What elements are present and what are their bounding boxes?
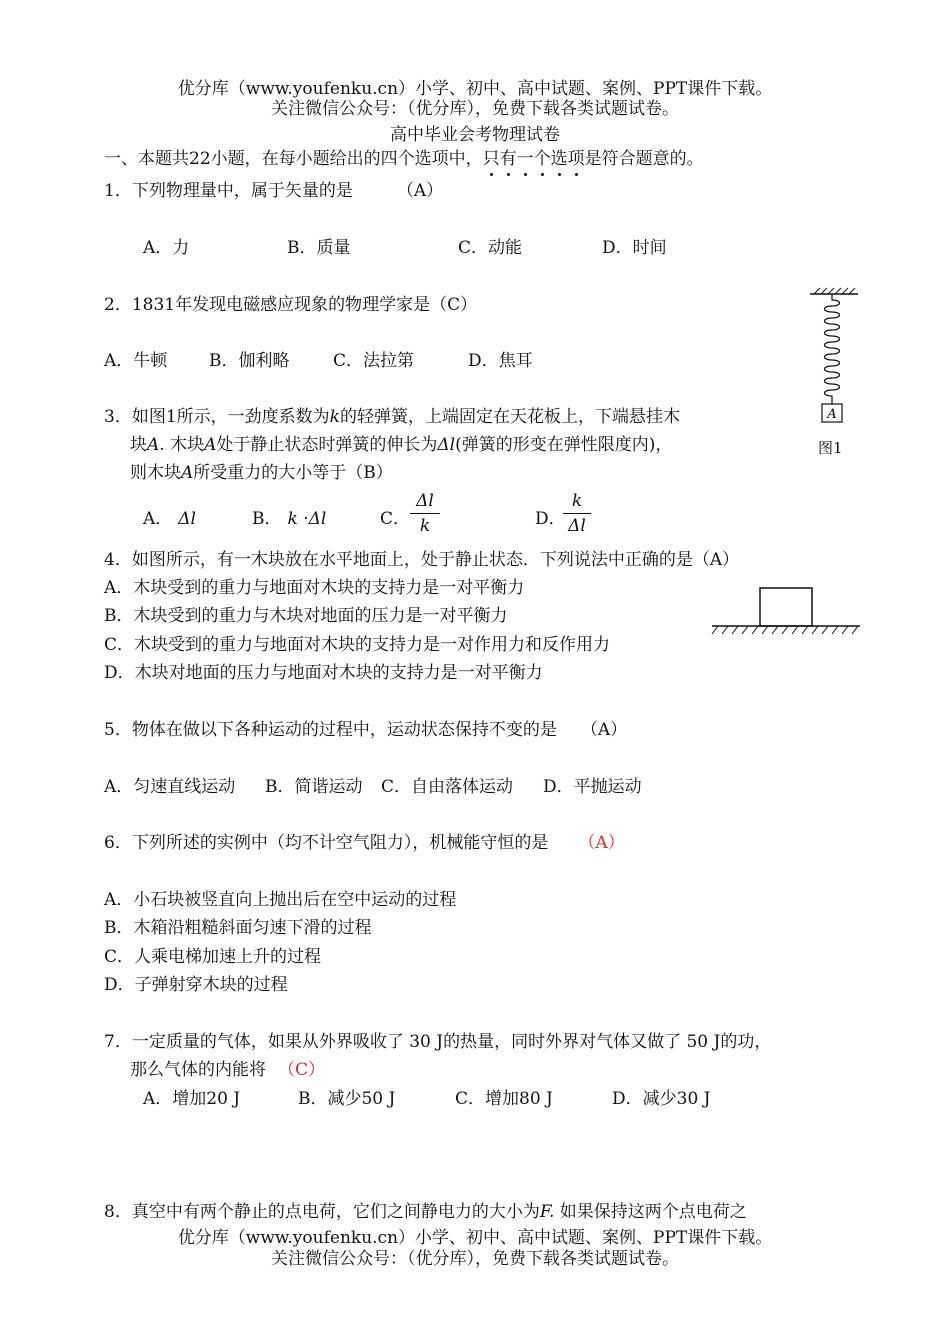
q3-k-symbol: k (329, 407, 340, 427)
emph-char: 只 (482, 149, 500, 169)
q1-option-b: B．质量 (287, 238, 351, 258)
q5-answer: （A） (580, 720, 628, 740)
q3-text: 木块 (164, 435, 205, 455)
q8-line-1 (104, 1201, 747, 1223)
emph-char: 个 (533, 149, 551, 169)
q2-option-c: C．法拉第 (333, 351, 415, 371)
q8-text: 如果保持这两个点电荷之 (554, 1202, 747, 1222)
q3-line-3 (130, 462, 393, 484)
q3-option-label: A． (143, 509, 173, 529)
q3-text: 块 (130, 435, 147, 455)
figure-caption: 图1 (818, 439, 843, 457)
block-on-ground-figure (708, 584, 868, 644)
q7-line-1: 7．一定质量的气体，如果从外界吸收了 30 J的热量，同时外界对气体又做了 50 J的功， (104, 1032, 772, 1052)
q7-answer: （C） (278, 1060, 326, 1080)
q5-option-d: D．平抛运动 (543, 777, 642, 797)
q5-option-b: B．简谐运动 (265, 777, 363, 797)
q3-option-label: B． (252, 509, 282, 529)
q6-stem-text: 6．下列所述的实例中（均不计空气阻力），机械能守恒的是 (104, 833, 549, 853)
fraction-bar (410, 513, 440, 514)
q3-text: 3．如图1所示，一劲度系数为 (104, 407, 330, 427)
emph-char: 项 (567, 149, 585, 169)
q7-line-2 (130, 1059, 325, 1081)
ground-block (760, 588, 812, 626)
q6-option-b: B．木箱沿粗糙斜面匀速下滑的过程 (104, 918, 372, 938)
section-intro-tail: 是符合题意的。 (584, 149, 704, 169)
q8-force-symbol: F. (539, 1202, 555, 1222)
q1-stem-text: 1．下列物理量中，属于矢量的是 (104, 181, 353, 201)
header-line-2: 关注微信公众号：（优分库），免费下载各类试题试卷。 (271, 99, 679, 119)
emph-char: 一 (516, 149, 534, 169)
q3-line-1 (104, 406, 680, 428)
q2-stem: 2．1831年发现电磁感应现象的物理学家是（C） (104, 295, 478, 315)
exam-title: 高中毕业会考物理试卷 (390, 125, 560, 145)
q4-option-c: C．木块受到的重力与地面对木块的支持力是一对作用力和反作用力 (104, 635, 611, 655)
q1-option-a: A．力 (143, 238, 190, 258)
section-intro-text: 一、本题共22小题，在每小题给出的四个选项中， (104, 149, 483, 169)
q1-option-d: D．时间 (602, 238, 667, 258)
q6-option-a: A．小石块被竖直向上抛出后在空中运动的过程 (104, 890, 457, 910)
q5-option-c: C．自由落体运动 (381, 777, 514, 797)
block-label: A (827, 407, 837, 422)
footer-line-1: 优分库（www.youfenku.cn）小学、初中、高中试题、案例、PPT课件下载。 (177, 1228, 773, 1248)
q3-block-symbol: A (204, 435, 217, 455)
q4-option-d: D．木块对地面的压力与地面对木块的支持力是一对平衡力 (104, 663, 543, 683)
q1-stem (104, 180, 443, 202)
emph-char: 选 (550, 149, 568, 169)
q2-option-a: A．牛顿 (104, 351, 168, 371)
q3-text: (弹簧的形变在弹性限度内)， (455, 435, 673, 455)
q7-option-c: C．增加80 J (455, 1089, 553, 1109)
q3-block-symbol: A. (147, 435, 165, 455)
spring-figure (806, 290, 866, 430)
fraction-numerator: k (571, 491, 583, 511)
q7-option-d: D．减少30 J (612, 1089, 711, 1109)
fraction-denominator: Δl (568, 516, 586, 536)
q6-option-d: D．子弹射穿木块的过程 (104, 975, 288, 995)
q5-stem (104, 719, 627, 741)
q6-option-c: C．人乘电梯加速上升的过程 (104, 947, 322, 967)
q3-text: 所受重力的大小等于（B） (193, 463, 393, 483)
q3-option-value: Δl (178, 509, 196, 529)
q3-text: 处于静止状态时弹簧的伸长为 (216, 435, 438, 455)
q3-delta-l: Δl (437, 435, 456, 455)
emph-char: 有 (499, 149, 517, 169)
q3-option-c-fraction (410, 490, 440, 537)
fraction-bar (563, 513, 591, 514)
q1-answer: （A） (396, 181, 444, 201)
header-line-1: 优分库（www.youfenku.cn）小学、初中、高中试题、案例、PPT课件下载。 (177, 79, 773, 99)
q7-option-a: A．增加20 J (143, 1089, 241, 1109)
q3-option-d-label: D． (535, 509, 566, 529)
q6-stem (104, 832, 625, 854)
q2-option-b: B．伽利略 (209, 351, 290, 371)
fraction-denominator: k (419, 516, 431, 536)
ground-hatch (712, 626, 858, 634)
q3-option-value: k ·Δl (287, 509, 327, 529)
q3-option-b (252, 508, 326, 530)
q3-text: 的轻弹簧，上端固定在天花板上，下端悬挂木 (339, 407, 680, 427)
ceiling-hatch (814, 288, 855, 294)
q3-option-d-fraction (563, 490, 591, 537)
q2-option-d: D．焦耳 (468, 351, 533, 371)
q3-option-a (143, 508, 196, 530)
q3-text: 则木块 (130, 463, 181, 483)
q7-option-b: B．减少50 J (298, 1089, 396, 1109)
q7-line-2-text: 那么气体的内能将 (130, 1060, 266, 1080)
q4-stem: 4．如图所示，有一木块放在水平地面上，处于静止状态．下列说法中正确的是（A） (104, 550, 740, 570)
q8-text: 8．真空中有两个静止的点电荷，它们之间静电力的大小为 (104, 1202, 540, 1222)
q6-answer: （A） (578, 833, 625, 853)
q4-option-a: A．木块受到的重力与地面对木块的支持力是一对平衡力 (104, 578, 525, 598)
q3-block-symbol: A (181, 463, 194, 483)
q5-stem-text: 5．物体在做以下各种运动的过程中，运动状态保持不变的是 (104, 720, 557, 740)
q1-option-c: C．动能 (458, 238, 523, 258)
q5-option-a: A．匀速直线运动 (104, 777, 236, 797)
q4-option-b: B．木块受到的重力与木块对地面的压力是一对平衡力 (104, 606, 508, 626)
footer-line-2: 关注微信公众号：（优分库），免费下载各类试题试卷。 (271, 1249, 679, 1269)
section-intro (104, 148, 704, 170)
q3-option-c-label: C． (380, 509, 411, 529)
spring-coil (825, 294, 840, 404)
fraction-numerator: Δl (416, 491, 434, 511)
q3-line-2 (130, 434, 672, 456)
